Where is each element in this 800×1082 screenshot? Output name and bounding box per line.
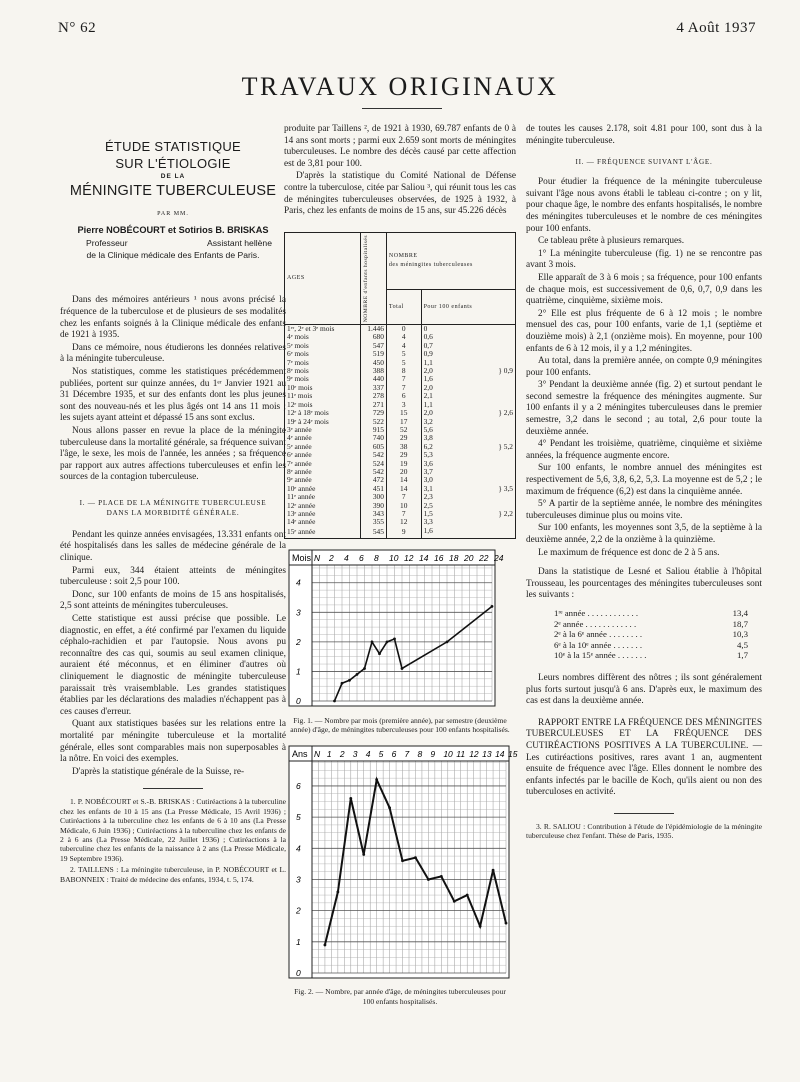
x-header-label: Mois (292, 553, 312, 564)
footnote-3: 3. R. SALIOU : Contribution à l'étude de l'épidémiologie de la méningite tuberculeuse chez l'enfant. Thèse de Paris, 1935. (526, 821, 762, 841)
table-row (285, 392, 516, 400)
x-tick-label: 16 (434, 553, 444, 564)
table-row (285, 325, 516, 334)
footnote-2: 2. TAILLENS : La méningite tuberculeuse, in P. NOBÉCOURT et L. BABONNEIX : Traité de médecine des enfants, 1934, t. 5, 174. (60, 865, 286, 884)
cell-per-100: 2,5 (421, 502, 515, 510)
x-tick-label: 15 (508, 748, 518, 759)
cell-total: 9 (386, 527, 421, 539)
x-tick-label: 13 (482, 748, 492, 759)
cell-hospitalised: 390 (360, 502, 386, 510)
y-tick-label: 2 (296, 905, 301, 916)
cell-total: 5 (386, 359, 421, 367)
column-3 (526, 124, 762, 843)
figure-2-chart (288, 745, 518, 979)
cell-per-100: 0,7 (421, 342, 515, 350)
y-tick-label: 0 (296, 967, 301, 978)
cell-age: 9ᵉ mois (285, 375, 361, 383)
y-tick-label: 1 (296, 936, 301, 947)
table-row (285, 527, 516, 539)
cell-age: 11ᵉ mois (285, 392, 361, 400)
article-title-line-4: MÉNINGITE TUBERCULEUSE (69, 183, 277, 199)
cell-total: 17 (386, 418, 421, 426)
paragraph: Pendant les quinze années envisagées, 13.331 enfants ont été hospitalisés dans les salles de médecine générale de la clinique. (60, 529, 286, 564)
cell-per-100: 6,2 } 5,2 (421, 443, 515, 451)
x-tick-label: 22 (479, 553, 489, 564)
institution: de la Clinique médicale des Enfants de Paris. (86, 249, 260, 260)
cell-age: 3ᵉ année (285, 426, 361, 434)
data-point (388, 806, 391, 809)
table-row (285, 367, 516, 375)
cell-age: 7ᵉ mois (285, 359, 361, 367)
cell-age: 1ᵉʳ, 2ᵉ et 3ᵉ mois (285, 325, 361, 334)
cell-per-100: 3,8 (421, 434, 515, 442)
cell-per-100: 2,3 (421, 493, 515, 501)
cell-hospitalised: 355 (360, 518, 386, 526)
data-point (375, 778, 378, 781)
group-average: } 0,9 (498, 366, 513, 376)
list-item-label: 6ᵉ à la 10ᵉ année . . . . . . . (554, 639, 643, 650)
cell-hospitalised: 522 (360, 418, 386, 426)
header-hospitalised-text: NOMBRE d'enfants hospitalisés (362, 234, 369, 323)
cell-hospitalised: 271 (360, 401, 386, 409)
cell-per-100: 0,9 (421, 350, 515, 358)
cell-per-100: 2,1 (421, 392, 515, 400)
data-point (427, 878, 430, 881)
data-point (324, 943, 327, 946)
data-point (371, 641, 374, 644)
cell-per-100: 5,3 (421, 451, 515, 459)
header-total: Total (386, 289, 421, 324)
cell-per-100: 5,6 (421, 426, 515, 434)
cell-age: 10ᵉ mois (285, 384, 361, 392)
footnote-rule (143, 788, 203, 789)
paragraph: 5° A partir de la septième année, le nombre des méningites tuberculeuses diminue plus ou moins vite. (526, 499, 762, 521)
x-header-label: Ans (292, 748, 308, 759)
data-point (362, 853, 365, 856)
data-point (378, 652, 381, 655)
paragraph: Dans des mémoires antérieurs ¹ nous avons précisé la fréquence de la tuberculose et de plusieurs de ses modalités chez les enfants soignés à la Clinique médicale des enfants de 1921 à 1935. (60, 295, 286, 341)
cell-total: 4 (386, 333, 421, 341)
paragraph: produite par Taillens ², de 1921 à 1930, 69.787 enfants de 0 à 14 ans sont morts ; parmi eux 2.659 sont morts de méningites tuberculeuses. Le nombre des décès causé par cette affection est de 3,81 pour 100. (284, 124, 516, 169)
x-tick-label: 7 (404, 748, 410, 759)
x-tick-label: 12 (404, 553, 414, 564)
cell-total: 10 (386, 502, 421, 510)
x-tick-label: 10 (443, 748, 453, 759)
cell-total: 52 (386, 426, 421, 434)
cell-per-100: 2,0 (421, 384, 515, 392)
paragraph: RAPPORT ENTRE LA FRÉQUENCE DES MÉNINGITES TUBERCULEUSES ET LA FRÉQUENCE DES CUTIRÉACTIONS POSITIVES A LA TUBERCULINE. — Les cutiréactions positives, rares avant 1 an, augmentent ensuite de fréquence avec l'âge. Elles donnent le nombre des enfants infectés par le bacille de Koch, qu'ils aient ou non des tuberculoses en activité. (526, 717, 762, 798)
cell-total: 8 (386, 367, 421, 375)
y-tick-label: 4 (296, 577, 301, 588)
x-tick-label: 6 (359, 553, 364, 564)
data-point (491, 605, 494, 608)
cell-total: 29 (386, 434, 421, 442)
data-point (446, 641, 449, 644)
cell-total: 19 (386, 460, 421, 468)
data-point (336, 890, 339, 893)
cell-age: 5ᵉ année (285, 443, 361, 451)
table-row (285, 384, 516, 392)
authors-prefix: PAR MM. (157, 211, 189, 217)
cell-hospitalised: 278 (360, 392, 386, 400)
cell-hospitalised: 542 (360, 451, 386, 459)
paragraph: Au total, dans la première année, on compte 0,9 méningites pour 100 enfants. (526, 356, 762, 378)
data-point (401, 859, 404, 862)
x-tick-label: 18 (449, 553, 459, 564)
header-meningitis (386, 232, 515, 289)
cell-total: 12 (386, 518, 421, 526)
x-tick-label: 24 (494, 553, 504, 564)
paragraph: Leurs nombres diffèrent des nôtres ; ils sont généralement plus forts surtout jusqu'à 6 ans. D'après eux, le maximum des cas est dans la deuxième année. (526, 672, 762, 707)
lesne-saliou-list (526, 608, 762, 661)
cell-age: 6ᵉ mois (285, 350, 361, 358)
y-tick-label: 2 (296, 637, 301, 648)
paragraph: Nos statistiques, comme les statistiques précédemment publiées, portent sur quinze années, du 1ᵉʳ Janvier 1921 au 31 Décembre 1935, et sur des enfants dont les plus jeunes sont des nouveau-nés et les plus âgés ont 14 ans 11 mois ; les sujets ayant atteint et dépassé 15 ans sont exclus. (60, 366, 286, 424)
group-average: } 2,6 (498, 408, 513, 418)
article-title-line-2: SUR L'ÉTIOLOGIE (115, 156, 231, 171)
y-tick-label: 3 (296, 607, 301, 618)
cell-per-100: 3,0 (421, 476, 515, 484)
cell-hospitalised: 729 (360, 409, 386, 417)
list-item-label: 2ᵉ à la 6ᵉ année . . . . . . . . (554, 629, 643, 640)
cell-total: 7 (386, 375, 421, 383)
x-tick-label: 11 (456, 748, 466, 759)
cell-total: 6 (386, 392, 421, 400)
cell-hospitalised: 450 (360, 359, 386, 367)
x-tick-label: 6 (391, 748, 397, 759)
paragraph: Le maximum de fréquence est donc de 2 à 5 ans. (538, 547, 720, 558)
cell-per-100: 3,7 (421, 468, 515, 476)
table-row (285, 342, 516, 350)
issue-number: N° 62 (58, 20, 97, 36)
y-tick-label: 1 (296, 666, 301, 677)
paragraph: Cette statistique est aussi précise que possible. Le diagnostic, en effet, a été confirmé par l'examen du liquide céphalo-rachidien et par l'autopsie. Nous avons pu reconnaître des cas qui, soumis au seul examen clinique, auraient été méconnus, et en éliminer d'autres où cliniquement le diagnostic de méningite tuberculeuse paraissait très vraisemblable. Les grandes statistiques établies par les déclarations des maladies n'échappent pas à ces causes d'erreur. (60, 614, 286, 717)
cell-total: 0 (386, 325, 421, 334)
cell-age: 10ᵉ année (285, 485, 361, 493)
data-point (414, 856, 417, 859)
x-tick-label: 1 (326, 748, 332, 759)
figure-1 (284, 549, 516, 734)
data-point (466, 893, 469, 896)
x-tick-label: 4 (365, 748, 371, 759)
list-item (554, 619, 762, 630)
paragraph: Dans ce mémoire, nous étudierons les données relatives à la méningite tuberculeuse. (60, 342, 286, 365)
cell-age: 15ᵉ année (285, 527, 361, 539)
list-item-label: 1ʳᵉ année . . . . . . . . . . . . (554, 607, 639, 618)
x-tick-label: 3 (352, 748, 358, 759)
footnote-rule (614, 813, 674, 814)
section-heading-1-line-2: DANS LA MORBIDITÉ GÉNÉRALE. (106, 508, 240, 517)
cell-age: 12ᵉ à 18ᵉ mois (285, 409, 361, 417)
x-tick-label: 4 (344, 553, 349, 564)
data-point (505, 921, 508, 924)
data-point (492, 868, 495, 871)
data-point (356, 673, 359, 676)
data-point (386, 641, 389, 644)
paragraph: Quant aux statistiques basées sur les relations entre la mortalité par méningite tuberculeuse et la mortalité générale, elles sont comparables mais non superposables à la nôtre. En voici des exemples. (60, 719, 286, 765)
paragraph: de toutes les causes 2.178, soit 4.81 pour 100, sont dus à la méningite tuberculeuse. (526, 124, 762, 146)
header-meningitis-1: NOMBRE (388, 253, 418, 260)
role-right: Assistant hellène (207, 238, 272, 249)
cell-total: 7 (386, 384, 421, 392)
x-tick-label: 14 (419, 553, 429, 564)
data-point (348, 679, 351, 682)
cell-hospitalised: 343 (360, 510, 386, 518)
list-item-label: 10ᵉ à la 15ᵉ année . . . . . . . (554, 650, 647, 661)
figure-1-chart (288, 549, 504, 707)
table-row (285, 359, 516, 367)
cell-total: 7 (386, 510, 421, 518)
list-item (554, 629, 762, 640)
paragraph: Donc, sur 100 enfants de moins de 15 ans hospitalisés, 2,5 sont atteints de méningites tuberculeuses. (60, 589, 286, 612)
x-tick-label: 12 (469, 748, 479, 759)
table-row (285, 518, 516, 526)
paragraph: 3° Pendant la deuxième année (fig. 2) et surtout pendant le second semestre la fréquence des méningites augmente. Sur 100 enfants il y a 2 méningites tuberculeuses dans le premier semestre, 3,2 dans le second ; au total, 2,6 pour toute la deuxième année. (526, 380, 762, 437)
cell-hospitalised: 1.446 (360, 325, 386, 334)
list-item-label: 2ᵉ année . . . . . . . . . . . . (554, 618, 637, 629)
cell-total: 15 (386, 409, 421, 417)
y-tick-label: 0 (296, 696, 301, 707)
cell-per-100: 3,3 (421, 518, 515, 526)
cell-age: 13ᵉ année (285, 510, 361, 518)
cell-per-100: 0,6 (421, 333, 515, 341)
cell-per-100: 1,5 } 2,2 (421, 510, 515, 518)
data-point (363, 667, 366, 670)
cell-total: 14 (386, 485, 421, 493)
cell-total: 4 (386, 342, 421, 350)
group-average: } 2,2 (498, 508, 513, 518)
cell-per-100: 1,1 (421, 359, 515, 367)
group-average: } 5,2 (498, 441, 513, 451)
cell-hospitalised: 337 (360, 384, 386, 392)
cell-total: 14 (386, 476, 421, 484)
cell-hospitalised: 915 (360, 426, 386, 434)
paragraph: 2° Elle est plus fréquente de 6 à 12 mois ; le nombre mensuel des cas, pour 100 enfants, varie de 1,1 (septième et douzième mois) à 2,1 (onzième mois). En moyenne, pour 100 enfants de 6 à 12 mois, il y a 1,2 méningites. (526, 308, 762, 354)
paragraph: 4° Pendant les troisième, quatrième, cinquième et sixième années, la fréquence augmente encore. (526, 439, 762, 461)
x-tick-label: N (314, 553, 321, 564)
role-left: Professeur (86, 238, 128, 249)
list-item-value: 10,3 (732, 629, 748, 640)
group-average: } 3,5 (498, 483, 513, 493)
y-tick-label: 3 (296, 874, 301, 885)
article-title-line-1: ÉTUDE STATISTIQUE (104, 139, 242, 154)
cell-hospitalised: 740 (360, 434, 386, 442)
list-item-value: 1,7 (737, 650, 748, 661)
author-roles (60, 238, 286, 250)
y-tick-label: 4 (296, 842, 301, 853)
x-tick-label: N (314, 748, 321, 759)
data-point (479, 924, 482, 927)
paragraph: D'après la statistique générale de la Suisse, re- (72, 766, 245, 777)
x-tick-label: 8 (374, 553, 379, 564)
y-tick-label: 5 (296, 811, 301, 822)
cell-hospitalised: 300 (360, 493, 386, 501)
cell-hospitalised: 519 (360, 350, 386, 358)
cell-hospitalised: 680 (360, 333, 386, 341)
x-tick-label: 5 (378, 748, 384, 759)
cell-age: 14ᵉ année (285, 518, 361, 526)
x-tick-label: 20 (464, 553, 474, 564)
cell-total: 3 (386, 401, 421, 409)
cell-per-100: 3,1 } 3,5 (421, 485, 515, 493)
cell-per-100: 1,6 (421, 527, 515, 539)
cell-hospitalised: 388 (360, 367, 386, 375)
list-item-value: 13,4 (732, 607, 748, 618)
list-item (554, 608, 762, 619)
cell-age: 7ᵉ année (285, 460, 361, 468)
column-1 (60, 124, 286, 886)
cell-per-100: 3,6 (421, 460, 515, 468)
paragraph: Sur 100 enfants, le nombre annuel des méningites est respectivement de 5,6, 3,8, 6,2, 5,3. La moyenne est de 5,2 ; le maximum de fréquence (6,2) est dans la cinquième année. (526, 463, 762, 497)
list-item (554, 640, 762, 651)
figure-2 (284, 745, 516, 1006)
paragraph: Dans la statistique de Lesné et Saliou établie à l'hôpital Trousseau, les pourcentages des méningites tuberculeuses sont les suivants : (526, 567, 762, 601)
x-tick-label: 9 (430, 748, 436, 759)
cell-age: 19ᵉ à 24ᵉ mois (285, 418, 361, 426)
issue-date: 4 Août 1937 (676, 20, 756, 36)
x-tick-label: 8 (417, 748, 423, 759)
header-per-100: Pour 100 enfants (421, 289, 515, 324)
data-point (349, 797, 352, 800)
cell-per-100: 1,6 (421, 375, 515, 383)
cell-per-100: 2,0 } 2,6 (421, 409, 515, 417)
paragraph: Elle apparaît de 3 à 6 mois ; sa fréquence, pour 100 enfants de chaque mois, est successivement de 0,6, 0,7, 0,9 dans les quatrième, cinquième, sixième mois. (526, 272, 762, 307)
table-row (285, 375, 516, 383)
section-heading-1-line-1: I. — PLACE DE LA MÉNINGITE TUBERCULEUSE (79, 498, 267, 507)
table-row (285, 333, 516, 341)
data-point (393, 638, 396, 641)
paragraph: D'après la statistique du Comité National de Défense contre la tuberculose, citée par Saliou ³, qui réunit tous les cas de méningites tuberculeuses observées, de 1925 à 1932, à Paris, chez les enfants de moins de 15 ans, sur 45.226 décès (284, 171, 516, 217)
data-point (440, 875, 443, 878)
cell-age: 11ᵉ année (285, 493, 361, 501)
paragraph: Parmi eux, 344 étaient atteints de méningites tuberculeuse : soit 2,5 pour 100. (60, 565, 286, 588)
cell-hospitalised: 545 (360, 527, 386, 539)
cell-per-100: 1,1 (421, 401, 515, 409)
statistics-table (284, 232, 516, 539)
table-row (285, 485, 516, 493)
figure-1-caption: Fig. 1. — Nombre par mois (première année), par semestre (deuxième année) d'âge, de méningites tuberculeuses pour 100 enfants hospitalisés. (290, 715, 510, 735)
column-2 (284, 124, 516, 1006)
header-meningitis-2: des méningites tuberculeuses (388, 261, 473, 268)
cell-per-100: 2,0 } 0,9 (421, 367, 515, 375)
list-item-value: 18,7 (732, 618, 748, 629)
x-tick-label: 2 (339, 748, 345, 759)
table-body (285, 325, 516, 539)
cell-hospitalised: 605 (360, 443, 386, 451)
cell-total: 38 (386, 443, 421, 451)
cell-age: 12ᵉ année (285, 502, 361, 510)
cell-age: 9ᵉ année (285, 476, 361, 484)
cell-age: 6ᵉ année (285, 451, 361, 459)
figure-2-caption: Fig. 2. — Nombre, par année d'âge, de méningites tuberculeuses pour 100 enfants hospitalisés. (294, 987, 506, 1006)
cell-total: 29 (386, 451, 421, 459)
cell-hospitalised: 451 (360, 485, 386, 493)
cell-hospitalised: 547 (360, 342, 386, 350)
table-row (285, 502, 516, 510)
data-point (333, 700, 336, 703)
cell-total: 5 (386, 350, 421, 358)
cell-total: 20 (386, 468, 421, 476)
footnote-1: 1. P. NOBÉCOURT et S.-B. BRISKAS : Cutiréactions à la tuberculine chez les enfants de 10 à 15 ans (La Presse Médicale, 15 Avril 1936) ; Cutiréactions à la tuberculine chez les enfants de 6 à 10 ans (La Presse Médicale, 6 Juin 1936) ; Cutiréactions à la tuberculine chez les enfants de 2 à 6 ans (La Presse Médicale, 22 Juillet 1936) ; Cutiréactions à la tuberculine chez les enfants de la naissance à 2 ans (La Presse Médicale, 19 Septembre 1936). (60, 797, 286, 863)
cell-age: 4ᵉ mois (285, 333, 361, 341)
authors: Pierre NOBÉCOURT et Sotirios B. BRISKAS (77, 224, 269, 235)
list-item-value: 4,5 (737, 639, 748, 650)
list-item (554, 650, 762, 661)
y-tick-label: 6 (296, 780, 301, 791)
section-title: TRAVAUX ORIGINAUX (241, 72, 559, 101)
cell-age: 8ᵉ année (285, 468, 361, 476)
cell-per-100: 0 (421, 325, 515, 334)
title-rule (362, 108, 442, 109)
cell-per-100: 3,2 (421, 418, 515, 426)
paragraph: 1° La méningite tuberculeuse (fig. 1) ne se rencontre pas avant 3 mois. (526, 248, 762, 271)
paragraph: Nous allons passer en revue la place de la méningite tuberculeuse dans la mortalité générale, sa fréquence suivant l'âge, le sexe, les mois de l'année, les années ; sa fréquence par rapport aux autres affections tuberculeuses et enfin les sources de la contagion tuberculeuse. (60, 425, 286, 483)
article-title-line-3: DE LA (160, 173, 186, 180)
cell-age: 8ᵉ mois (285, 367, 361, 375)
cell-age: 4ᵉ année (285, 434, 361, 442)
x-tick-label: 2 (329, 553, 334, 564)
paragraph: Pour étudier la fréquence de la méningite tuberculeuse suivant l'âge nous avons établi le tableau ci-contre ; on y lit, pour chaque âge, le nombre des enfants hospitalisés, le nombre des méningites tuberculeuses et le nombre de ces méningites pour 100 enfants. (526, 177, 762, 234)
data-point (453, 900, 456, 903)
cell-age: 12ᵉ mois (285, 401, 361, 409)
paragraph: Ce tableau prête à plusieurs remarques. (538, 236, 685, 247)
data-point (341, 682, 344, 685)
table-row (285, 350, 516, 358)
section-heading-1 (60, 498, 286, 518)
cell-hospitalised: 542 (360, 468, 386, 476)
cell-total: 7 (386, 493, 421, 501)
header-hospitalised (360, 232, 386, 324)
cell-hospitalised: 440 (360, 375, 386, 383)
cell-age: 5ᵉ mois (285, 342, 361, 350)
cell-hospitalised: 472 (360, 476, 386, 484)
article-header (60, 138, 286, 261)
paragraph: Sur 100 enfants, les moyennes sont 3,5, de la septième à la deuxième année, 2,2 de la onzième à la quinzième. (526, 523, 762, 545)
chart-frame (289, 746, 509, 978)
cell-hospitalised: 524 (360, 460, 386, 468)
x-tick-label: 14 (495, 748, 505, 759)
header-ages: AGES (285, 232, 361, 324)
data-point (401, 667, 404, 670)
section-heading-2: II. — FRÉQUENCE SUIVANT L'ÂGE. (575, 158, 713, 167)
x-tick-label: 10 (389, 553, 399, 564)
